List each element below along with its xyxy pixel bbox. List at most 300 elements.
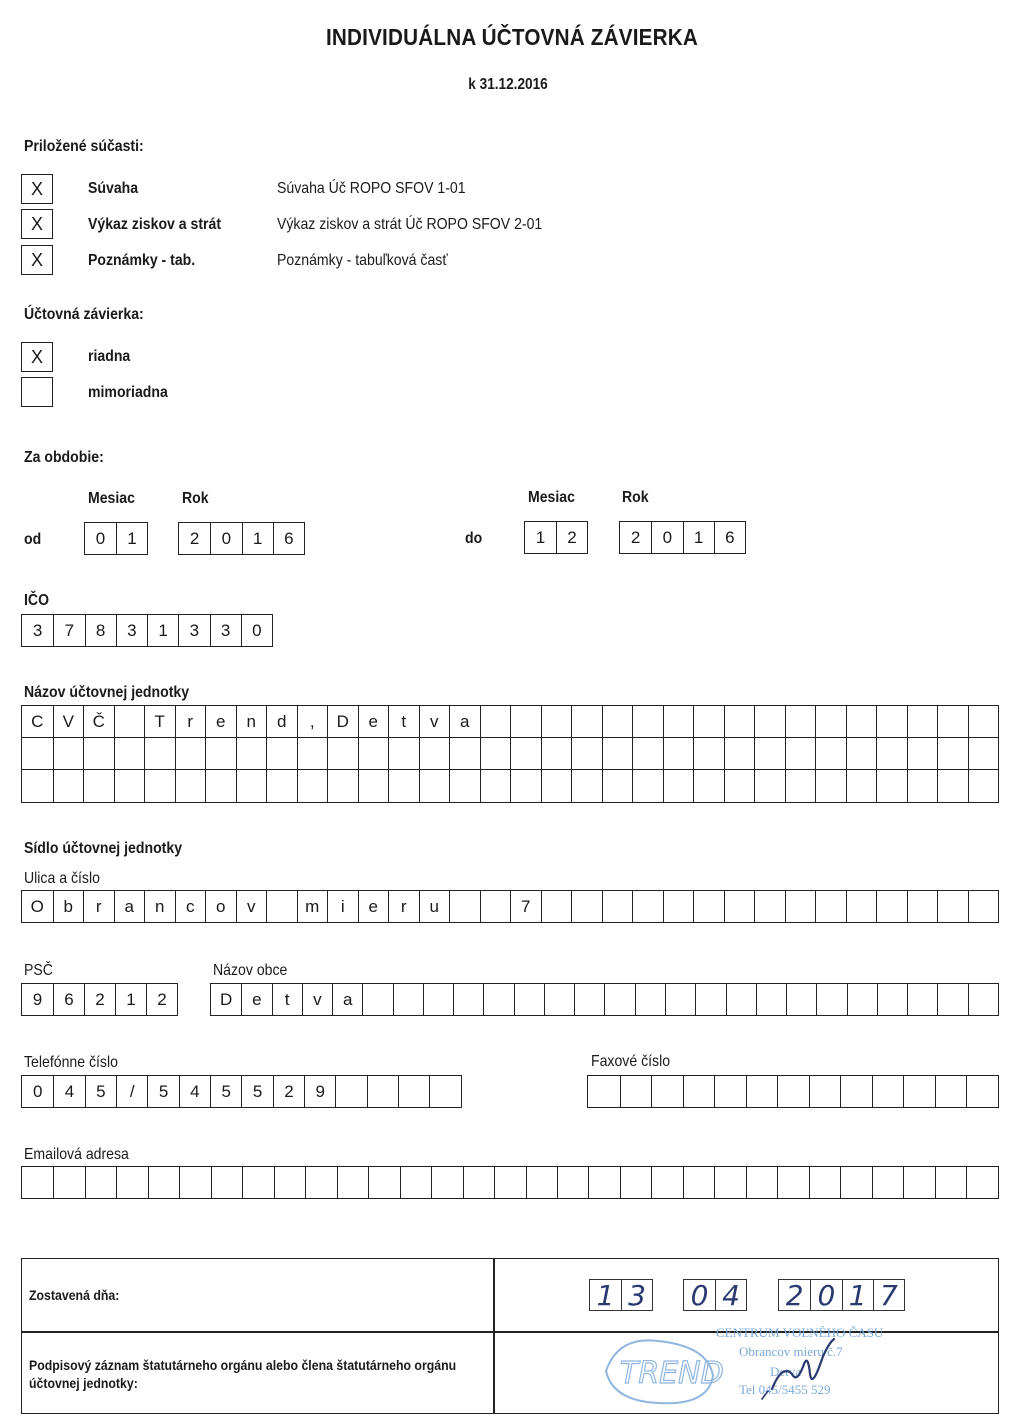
char-cell <box>663 770 694 802</box>
stamp-logo-text: TREND <box>620 1356 724 1391</box>
char-cell: e <box>358 891 389 922</box>
attachments-heading: Priložené súčasti: <box>24 138 144 155</box>
char-cell <box>693 706 724 737</box>
char-cell: u <box>419 891 450 922</box>
street-label: Ulica a číslo <box>24 870 100 887</box>
unit-name-label: Názov účtovnej jednotky <box>24 684 190 701</box>
char-cell <box>777 1076 809 1107</box>
char-cell <box>726 984 756 1015</box>
ico-label: IČO <box>24 592 50 609</box>
email-label: Emailová adresa <box>24 1146 129 1163</box>
statement-extraordinary-label: mimoriadna <box>88 384 168 401</box>
unit-name-row <box>22 770 998 802</box>
char-cell <box>746 1076 778 1107</box>
char-cell <box>574 984 604 1015</box>
char-cell <box>494 1167 525 1198</box>
ico-field[interactable] <box>21 614 273 647</box>
char-cell <box>683 1167 714 1198</box>
char-cell: 0 <box>32 1081 43 1101</box>
char-cell <box>175 770 206 802</box>
char-cell <box>777 1167 808 1198</box>
digit-cell: 1 <box>535 527 546 547</box>
char-cell <box>632 891 663 922</box>
char-cell: 2 <box>146 984 177 1015</box>
char-cell <box>809 1167 840 1198</box>
char-cell <box>510 738 541 769</box>
char-cell <box>327 770 358 802</box>
char-cell: 1 <box>147 615 178 646</box>
char-cell <box>205 738 236 769</box>
phone-label: Telefónne číslo <box>24 1054 118 1071</box>
char-cell: , <box>297 706 328 737</box>
char-cell: e <box>358 706 389 737</box>
compiled-day-field[interactable] <box>589 1279 653 1311</box>
char-cell <box>695 984 725 1015</box>
handwritten-signature <box>742 1329 852 1409</box>
char-cell: O <box>30 896 44 916</box>
char-cell <box>620 1076 652 1107</box>
char-cell: m <box>297 891 328 922</box>
char-cell <box>663 891 694 922</box>
attachment-notes-name: Poznámky - tab. <box>88 252 196 269</box>
char-cell <box>937 738 968 769</box>
char-cell: 9 <box>32 989 43 1009</box>
char-cell <box>877 984 907 1015</box>
char-cell: n <box>236 706 267 737</box>
char-cell <box>541 770 572 802</box>
char-cell <box>785 891 816 922</box>
char-cell <box>53 770 84 802</box>
char-cell <box>754 706 785 737</box>
char-cell <box>144 770 175 802</box>
statement-type-heading: Účtovná závierka: <box>24 306 144 323</box>
char-cell: a <box>449 706 480 737</box>
char-cell <box>937 984 967 1015</box>
char-cell: 4 <box>53 1076 84 1107</box>
char-cell <box>937 706 968 737</box>
char-cell <box>305 1167 336 1198</box>
char-cell <box>602 891 633 922</box>
char-cell: 7 <box>510 891 541 922</box>
street-field[interactable] <box>21 890 999 923</box>
attachment-balance-name: Súvaha <box>88 180 139 197</box>
digit-cell: 6 <box>714 522 745 553</box>
char-cell <box>85 1167 116 1198</box>
char-cell <box>846 770 877 802</box>
char-cell <box>785 770 816 802</box>
char-cell <box>266 738 297 769</box>
char-cell <box>632 738 663 769</box>
char-cell <box>754 891 785 922</box>
char-cell: 2 <box>84 984 115 1015</box>
char-cell <box>815 891 846 922</box>
char-cell <box>651 1076 683 1107</box>
digit-cell: 2 <box>189 528 200 548</box>
period-from-month-label: Mesiac <box>88 490 135 507</box>
char-cell <box>571 706 602 737</box>
char-cell <box>114 738 145 769</box>
char-cell <box>815 738 846 769</box>
char-cell <box>274 1167 305 1198</box>
char-cell <box>724 738 755 769</box>
char-cell <box>236 770 267 802</box>
char-cell <box>935 1076 967 1107</box>
char-cell: t <box>272 984 302 1015</box>
char-cell <box>840 1076 872 1107</box>
char-cell <box>903 1076 935 1107</box>
char-cell <box>968 770 999 802</box>
phone-field[interactable] <box>21 1075 462 1108</box>
char-cell <box>362 984 392 1015</box>
char-cell <box>937 770 968 802</box>
char-cell <box>205 770 236 802</box>
char-cell <box>724 706 755 737</box>
char-cell <box>907 738 938 769</box>
email-field[interactable] <box>21 1166 999 1199</box>
char-cell <box>431 1167 462 1198</box>
char-cell <box>544 984 574 1015</box>
char-cell <box>266 770 297 802</box>
char-cell <box>571 738 602 769</box>
char-cell: v <box>302 984 332 1015</box>
char-cell: V <box>53 706 84 737</box>
document-date: k 31.12.2016 <box>468 76 548 93</box>
char-cell <box>22 770 53 802</box>
period-to-month-field[interactable] <box>524 521 588 554</box>
char-cell <box>876 706 907 737</box>
signature-label-line2: účtovnej jednotky: <box>29 1375 138 1391</box>
stamp-line-4: Tel 045/5455 529 <box>739 1382 831 1397</box>
digit-cell: 1 <box>242 523 273 554</box>
char-cell <box>571 891 602 922</box>
char-cell: 5 <box>210 1076 241 1107</box>
char-cell <box>175 738 206 769</box>
digit-cell: 2 <box>556 522 587 553</box>
statement-extraordinary-checkbox[interactable] <box>21 377 53 407</box>
char-cell <box>388 738 419 769</box>
char-cell: Č <box>83 706 114 737</box>
char-cell <box>816 984 846 1015</box>
char-cell <box>423 984 453 1015</box>
unit-name-field[interactable] <box>21 705 999 803</box>
char-cell <box>846 891 877 922</box>
handwritten-digit: 3 <box>621 1280 652 1310</box>
char-cell: 3 <box>32 620 43 640</box>
char-cell <box>785 738 816 769</box>
char-cell <box>876 770 907 802</box>
char-cell <box>480 891 511 922</box>
char-cell <box>632 706 663 737</box>
attachment-balance-checkbox[interactable]: X <box>21 174 53 204</box>
handwritten-digit: 0 <box>810 1280 841 1310</box>
char-cell <box>876 738 907 769</box>
compiled-month-field[interactable] <box>683 1279 747 1311</box>
digit-cell: 6 <box>273 523 304 554</box>
char-cell <box>724 891 755 922</box>
char-cell <box>663 738 694 769</box>
char-cell: 2 <box>273 1076 304 1107</box>
char-cell <box>785 706 816 737</box>
footer-table <box>21 1258 999 1414</box>
char-cell: d <box>266 706 297 737</box>
stamp-line-2: Obrancov mieru č.7 <box>739 1344 843 1359</box>
char-cell: 6 <box>53 984 84 1015</box>
char-cell <box>815 706 846 737</box>
char-cell <box>114 706 145 737</box>
char-cell <box>635 984 665 1015</box>
period-to-month-label: Mesiac <box>528 489 575 506</box>
char-cell <box>663 706 694 737</box>
char-cell <box>602 738 633 769</box>
char-cell <box>541 706 572 737</box>
char-cell: 0 <box>241 615 272 646</box>
char-cell: 1 <box>115 984 146 1015</box>
char-cell <box>22 1167 53 1198</box>
compiled-year-field[interactable] <box>778 1279 905 1311</box>
char-cell: v <box>236 891 267 922</box>
char-cell <box>514 984 544 1015</box>
char-cell: r <box>83 891 114 922</box>
char-cell <box>693 738 724 769</box>
period-from-label: od <box>24 531 42 548</box>
char-cell <box>815 770 846 802</box>
compiled-label: Zostavená dňa: <box>29 1287 120 1303</box>
char-cell: a <box>332 984 362 1015</box>
char-cell <box>398 1076 429 1107</box>
char-cell <box>22 738 53 769</box>
char-cell <box>335 1076 366 1107</box>
document-title: INDIVIDUÁLNA ÚČTOVNÁ ZÁVIERKA <box>325 24 699 50</box>
handwritten-digit: 7 <box>873 1280 904 1310</box>
char-cell <box>480 738 511 769</box>
char-cell <box>602 706 633 737</box>
char-cell <box>483 984 513 1015</box>
statement-regular-checkbox[interactable]: X <box>21 342 53 372</box>
char-cell <box>693 770 724 802</box>
char-cell <box>236 738 267 769</box>
char-cell: D <box>219 989 233 1009</box>
digit-cell: 1 <box>116 523 147 554</box>
char-cell: 3 <box>116 615 147 646</box>
digit-cell: 1 <box>683 522 714 553</box>
char-cell: e <box>241 984 271 1015</box>
char-cell <box>449 770 480 802</box>
char-cell <box>510 706 541 737</box>
period-from-year-label: Rok <box>182 490 209 507</box>
char-cell <box>144 738 175 769</box>
char-cell <box>756 984 786 1015</box>
fax-label: Faxové číslo <box>591 1053 671 1070</box>
char-cell <box>242 1167 273 1198</box>
char-cell <box>754 770 785 802</box>
char-cell: a <box>114 891 145 922</box>
char-cell <box>588 1076 620 1107</box>
char-cell: b <box>53 891 84 922</box>
char-cell: 5 <box>147 1076 178 1107</box>
unit-name-row <box>22 706 998 738</box>
char-cell: v <box>419 706 450 737</box>
char-cell <box>526 1167 557 1198</box>
char-cell: 3 <box>210 615 241 646</box>
period-to-year-label: Rok <box>622 489 649 506</box>
city-field[interactable] <box>210 983 999 1016</box>
char-cell <box>665 984 695 1015</box>
char-cell <box>266 891 297 922</box>
char-cell: c <box>175 891 206 922</box>
char-cell <box>907 984 937 1015</box>
psc-label: PSČ <box>24 962 53 979</box>
char-cell <box>876 891 907 922</box>
char-cell <box>83 770 114 802</box>
char-cell <box>846 706 877 737</box>
char-cell <box>367 1076 398 1107</box>
char-cell: r <box>388 891 419 922</box>
char-cell: o <box>205 891 236 922</box>
char-cell <box>337 1167 368 1198</box>
char-cell <box>419 770 450 802</box>
char-cell <box>211 1167 242 1198</box>
char-cell <box>907 891 938 922</box>
char-cell: 4 <box>179 1076 210 1107</box>
char-cell <box>847 984 877 1015</box>
char-cell: 5 <box>241 1076 272 1107</box>
period-to-label: do <box>465 530 483 547</box>
char-cell: 5 <box>85 1076 116 1107</box>
char-cell <box>937 891 968 922</box>
digit-cell: 0 <box>651 522 682 553</box>
char-cell <box>724 770 755 802</box>
fax-field[interactable] <box>587 1075 999 1108</box>
attachment-balance-desc: Súvaha Úč ROPO SFOV 1-01 <box>277 180 466 197</box>
attachment-notes-checkbox[interactable]: X <box>21 245 53 275</box>
handwritten-digit: 0 <box>690 1278 709 1312</box>
digit-cell: 0 <box>210 523 241 554</box>
char-cell: r <box>175 706 206 737</box>
period-from-month-field[interactable] <box>84 522 148 555</box>
char-cell <box>83 738 114 769</box>
char-cell: D <box>327 706 358 737</box>
attachment-income-name: Výkaz ziskov a strát <box>88 216 222 233</box>
char-cell <box>480 706 511 737</box>
handwritten-digit: 1 <box>596 1278 615 1312</box>
char-cell <box>966 1167 997 1198</box>
char-cell <box>809 1076 841 1107</box>
footer-divider-vertical <box>493 1259 495 1413</box>
attachment-notes-desc: Poznámky - tabuľková časť <box>277 252 448 269</box>
char-cell <box>683 1076 715 1107</box>
char-cell <box>53 738 84 769</box>
char-cell <box>846 738 877 769</box>
char-cell <box>368 1167 399 1198</box>
char-cell <box>400 1167 431 1198</box>
char-cell <box>651 1167 682 1198</box>
statement-regular-label: riadna <box>88 348 131 365</box>
char-cell: n <box>144 891 175 922</box>
handwritten-digit: 2 <box>785 1278 804 1312</box>
char-cell <box>571 770 602 802</box>
char-cell <box>968 738 999 769</box>
char-cell <box>693 891 724 922</box>
char-cell <box>388 770 419 802</box>
period-from-year-field[interactable] <box>178 522 305 555</box>
char-cell <box>632 770 663 802</box>
period-to-year-field[interactable] <box>619 521 746 554</box>
char-cell <box>968 706 999 737</box>
char-cell: C <box>31 711 44 731</box>
attachment-income-desc: Výkaz ziskov a strát Úč ROPO SFOV 2-01 <box>277 216 543 233</box>
char-cell: 7 <box>53 615 84 646</box>
digit-cell: 0 <box>95 528 106 548</box>
char-cell <box>714 1167 745 1198</box>
stamp-line-1: CENTRUM VOĽNÉHO ČASU <box>716 1325 884 1340</box>
char-cell <box>449 891 480 922</box>
psc-field[interactable] <box>21 983 178 1016</box>
char-cell <box>297 770 328 802</box>
char-cell <box>541 891 572 922</box>
digit-cell: 2 <box>630 527 641 547</box>
char-cell <box>116 1167 147 1198</box>
char-cell <box>907 706 938 737</box>
char-cell <box>872 1076 904 1107</box>
char-cell <box>840 1167 871 1198</box>
char-cell <box>480 770 511 802</box>
char-cell <box>746 1167 777 1198</box>
char-cell <box>148 1167 179 1198</box>
char-cell <box>393 984 423 1015</box>
char-cell: 8 <box>85 615 116 646</box>
char-cell <box>786 984 816 1015</box>
signature-label-line1: Podpisový záznam štatutárneho orgánu alebo člena štatutárneho orgánu <box>29 1357 457 1373</box>
period-heading: Za obdobie: <box>24 449 104 466</box>
city-label: Názov obce <box>213 962 288 979</box>
char-cell <box>907 770 938 802</box>
char-cell: T <box>144 706 175 737</box>
seat-heading: Sídlo účtovnej jednotky <box>24 840 183 857</box>
char-cell: / <box>116 1076 147 1107</box>
char-cell <box>429 1076 460 1107</box>
unit-name-row <box>22 738 998 770</box>
char-cell <box>358 738 389 769</box>
char-cell <box>754 738 785 769</box>
char-cell <box>297 738 328 769</box>
char-cell <box>463 1167 494 1198</box>
char-cell <box>541 738 572 769</box>
char-cell <box>903 1167 934 1198</box>
char-cell <box>449 738 480 769</box>
char-cell <box>588 1167 619 1198</box>
char-cell <box>453 984 483 1015</box>
char-cell <box>114 770 145 802</box>
handwritten-digit: 1 <box>842 1280 873 1310</box>
char-cell <box>327 738 358 769</box>
char-cell <box>966 1076 998 1107</box>
char-cell: 3 <box>178 615 209 646</box>
stamp-line-3: Detva <box>770 1364 802 1379</box>
char-cell: i <box>327 891 358 922</box>
char-cell <box>935 1167 966 1198</box>
char-cell <box>179 1167 210 1198</box>
char-cell <box>872 1167 903 1198</box>
char-cell: e <box>205 706 236 737</box>
char-cell <box>968 891 999 922</box>
char-cell <box>602 770 633 802</box>
stamp-logo <box>598 1331 728 1411</box>
attachment-income-checkbox[interactable]: X <box>21 209 53 239</box>
char-cell <box>714 1076 746 1107</box>
char-cell <box>557 1167 588 1198</box>
char-cell <box>358 770 389 802</box>
char-cell: t <box>388 706 419 737</box>
